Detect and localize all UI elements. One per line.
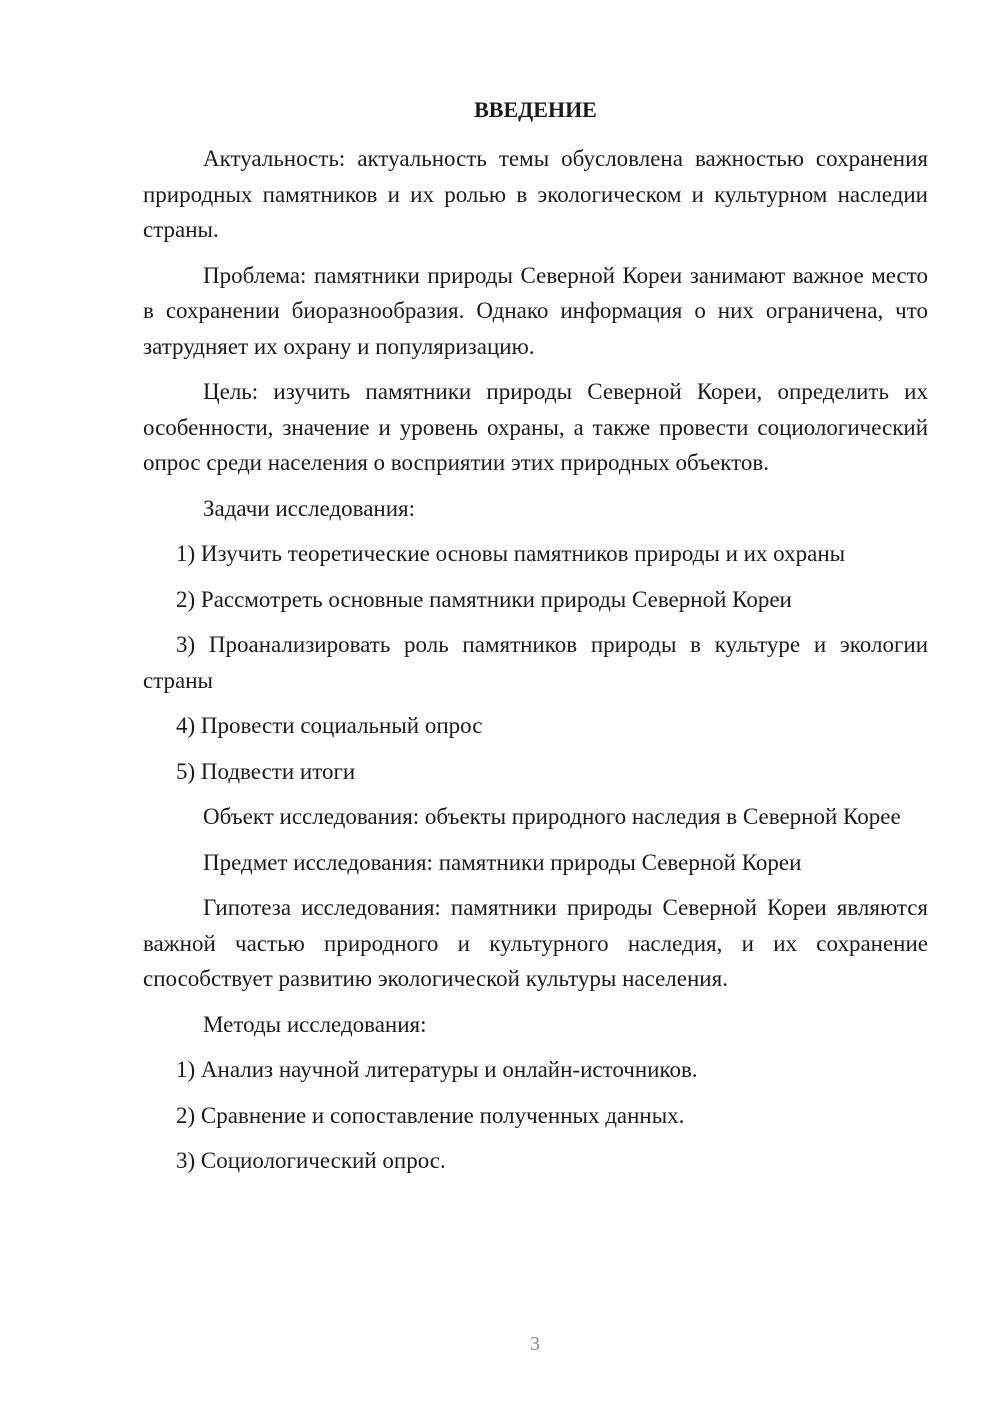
method-item: 2) Сравнение и сопоставление полученных данных. xyxy=(176,1102,685,1128)
method-item: 3) Социологический опрос. xyxy=(176,1148,446,1173)
task-item: 1) Изучить теоретические основы памятников природы и их охраны xyxy=(176,541,846,566)
method-item: 1) Анализ научной литературы и онлайн-источников. xyxy=(176,1057,698,1082)
tasks-heading: Задачи исследования: xyxy=(203,495,416,521)
goal-paragraph: Цель: изучить памятники природы Северной Кореи, определить их особенности, значение и уровень охраны, а также провести социологический опрос среди населения о восприятии этих природных объектов. xyxy=(143,379,928,475)
task-item: 2) Рассмотреть основные памятники природы Северной Кореи xyxy=(176,586,792,612)
relevance-paragraph: Актуальность: актуальность темы обусловлена важностью сохранения природных памятников и их ролью в экологическом и культурном наследии страны. xyxy=(143,146,928,242)
object-paragraph: Объект исследования: объекты природного наследия в Северной Корее xyxy=(203,804,901,829)
hypothesis-paragraph: Гипотеза исследования: памятники природы Северной Кореи являются важной частью природного и культурного наследия, и их сохранение способствует развитию экологической культуры населения. xyxy=(143,895,928,991)
task-item: 4) Провести социальный опрос xyxy=(176,713,483,738)
section-title: ВВЕДЕНИЕ xyxy=(474,97,597,122)
page-number: 3 xyxy=(530,1333,540,1355)
page-body xyxy=(143,92,928,1189)
methods-heading: Методы исследования: xyxy=(203,1011,427,1037)
problem-paragraph: Проблема: памятники природы Северной Кореи занимают важное место в сохранении биоразнообразия. Однако информация о них ограничена, что затрудняет их охрану и популяризацию. xyxy=(143,262,928,359)
task-item: 3) Проанализировать роль памятников природы в культуре и экологии страны xyxy=(143,632,928,693)
subject-paragraph: Предмет исследования: памятники природы Северной Кореи xyxy=(203,849,802,875)
task-item: 5) Подвести итоги xyxy=(176,758,356,784)
